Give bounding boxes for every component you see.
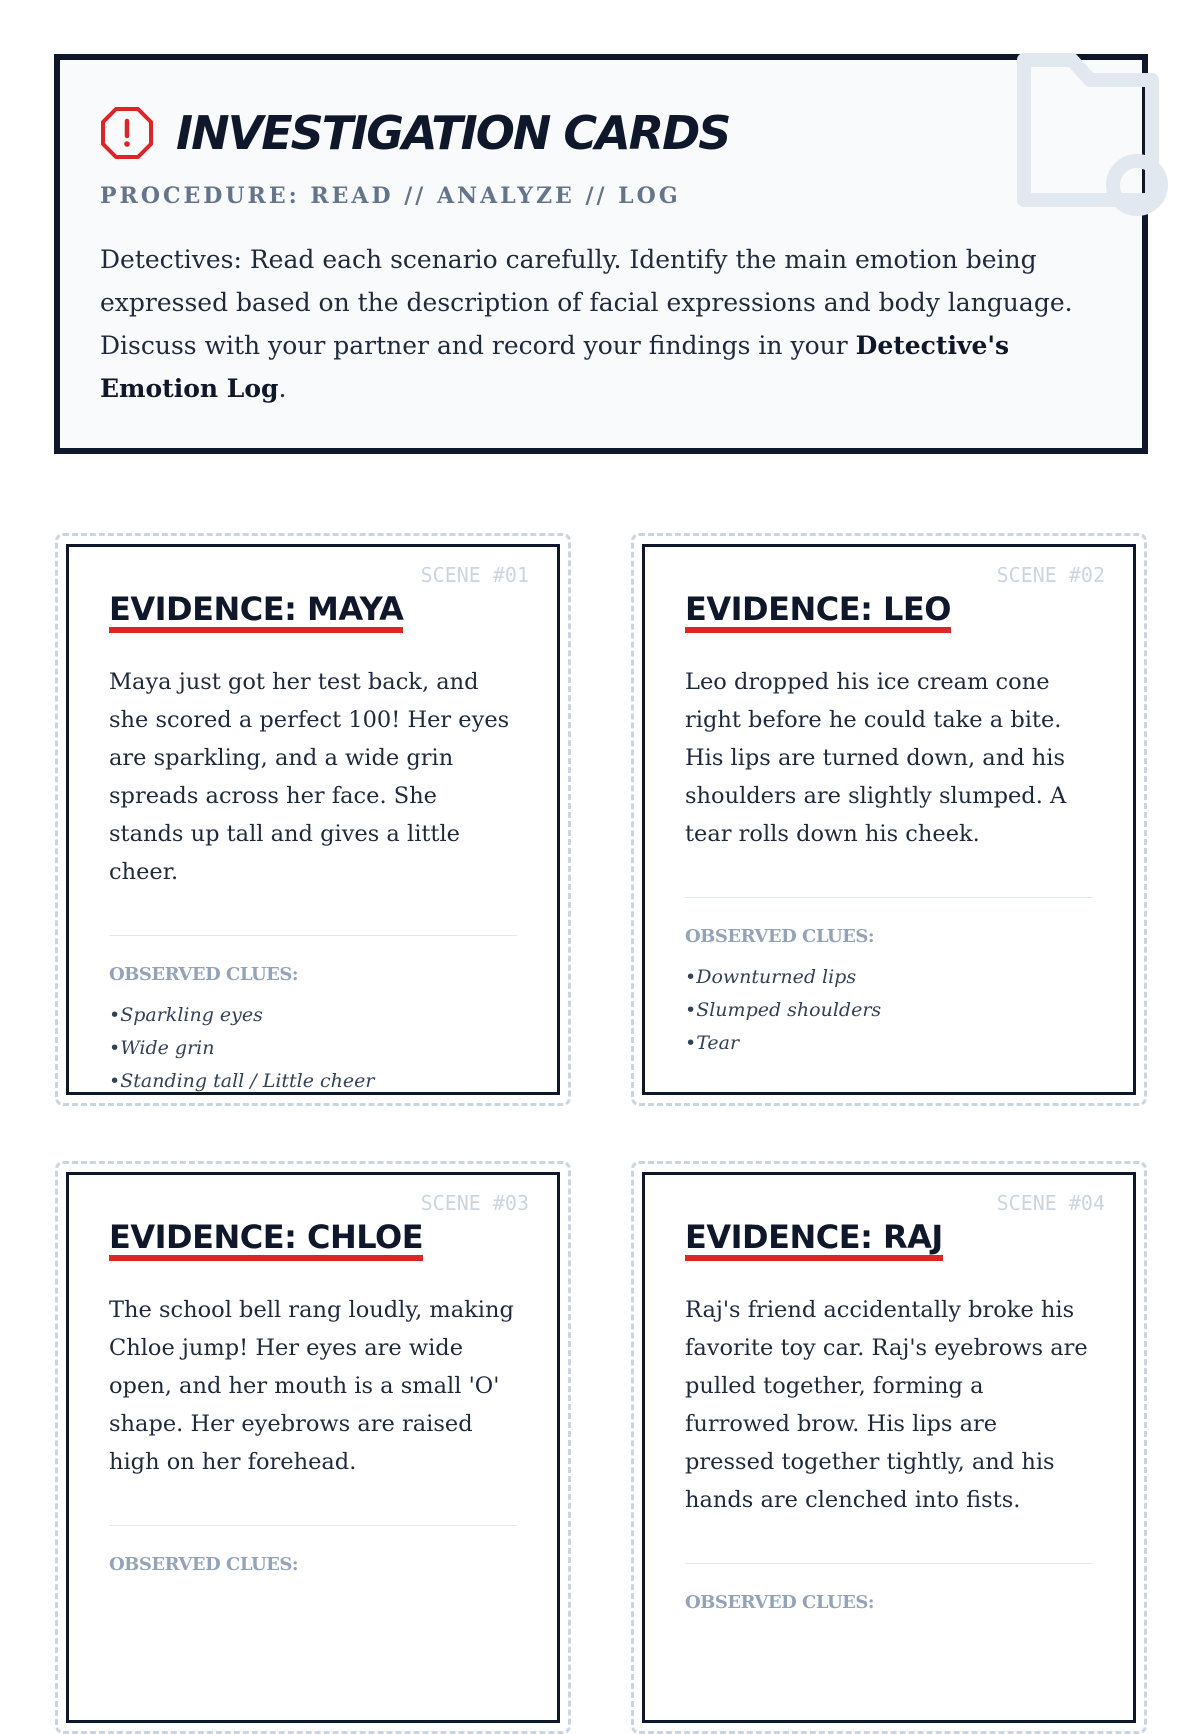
scene-number: SCENE #01 xyxy=(420,563,529,587)
card-cutout-border xyxy=(631,1161,1147,1734)
divider xyxy=(109,1525,517,1526)
divider xyxy=(685,897,1093,898)
page-title: INVESTIGATION CARDS xyxy=(176,106,730,160)
clues-label: OBSERVED CLUES: xyxy=(685,1591,875,1613)
evidence-card-maya xyxy=(66,544,560,1095)
scene-number: SCENE #03 xyxy=(420,1191,529,1215)
intro-text: Detectives: Read each scenario carefully. Identify the main emotion being expressed based on the description of facial expressions and body language. Discuss with your partner and record your findings in your xyxy=(100,245,1073,360)
clues-label: OBSERVED CLUES: xyxy=(685,925,875,947)
card-cutout-border xyxy=(55,533,571,1106)
clue-item: • Downturned lips xyxy=(685,961,1093,994)
clue-item: • Standing tall / Little cheer xyxy=(109,1065,517,1098)
card-grid xyxy=(55,533,1147,1734)
evidence-title: EVIDENCE: RAJ xyxy=(685,1221,943,1261)
scene-number: SCENE #04 xyxy=(996,1191,1105,1215)
alert-octagon-icon xyxy=(100,106,154,160)
evidence-card-chloe xyxy=(66,1172,560,1723)
scenario-text: The school bell rang loudly, making Chloe jump! Her eyes are wide open, and her mouth is a small 'O' shape. Her eyebrows are raised high on her forehead. xyxy=(109,1296,514,1475)
clue-item: • Sparkling eyes xyxy=(109,999,517,1032)
scenario-text: Raj's friend accidentally broke his favorite toy car. Raj's eyebrows are pulled together, forming a furrowed brow. His lips are pressed together tightly, and his hands are clenched into fists. xyxy=(685,1296,1088,1513)
divider xyxy=(685,1563,1093,1564)
clues-list xyxy=(109,999,517,1098)
card-cutout-border xyxy=(55,1161,571,1734)
intro-paragraph xyxy=(100,238,1110,410)
clue-item: • Wide grin xyxy=(109,1032,517,1065)
instructions-panel xyxy=(54,54,1148,454)
scenario-text: Maya just got her test back, and she scored a perfect 100! Her eyes are sparkling, and a wide grin spreads across her face. She stands up tall and gives a little cheer. xyxy=(109,668,510,885)
clues-label: OBSERVED CLUES: xyxy=(109,963,299,985)
title-row xyxy=(100,106,729,160)
evidence-title: EVIDENCE: LEO xyxy=(685,593,951,633)
scenario-text: Leo dropped his ice cream cone right before he could take a bite. His lips are turned down, and his shoulders are slightly slumped. A tear rolls down his cheek. xyxy=(685,668,1067,847)
intro-bold-text: Detective's Emotion Log xyxy=(100,331,1010,403)
divider xyxy=(109,935,517,936)
evidence-title: EVIDENCE: MAYA xyxy=(109,593,403,633)
scene-number: SCENE #02 xyxy=(996,563,1105,587)
clues-label: OBSERVED CLUES: xyxy=(109,1553,299,1575)
evidence-card-raj xyxy=(642,1172,1136,1723)
evidence-card-leo xyxy=(642,544,1136,1095)
folder-search-icon xyxy=(982,40,1182,240)
procedure-subtitle: PROCEDURE: READ // ANALYZE // LOG xyxy=(100,183,681,209)
clue-item: • Slumped shoulders xyxy=(685,994,1093,1027)
evidence-title: EVIDENCE: CHLOE xyxy=(109,1221,423,1261)
clue-item: • Tear xyxy=(685,1027,1093,1060)
intro-end: . xyxy=(278,374,287,403)
card-cutout-border xyxy=(631,533,1147,1106)
clues-list xyxy=(685,961,1093,1060)
